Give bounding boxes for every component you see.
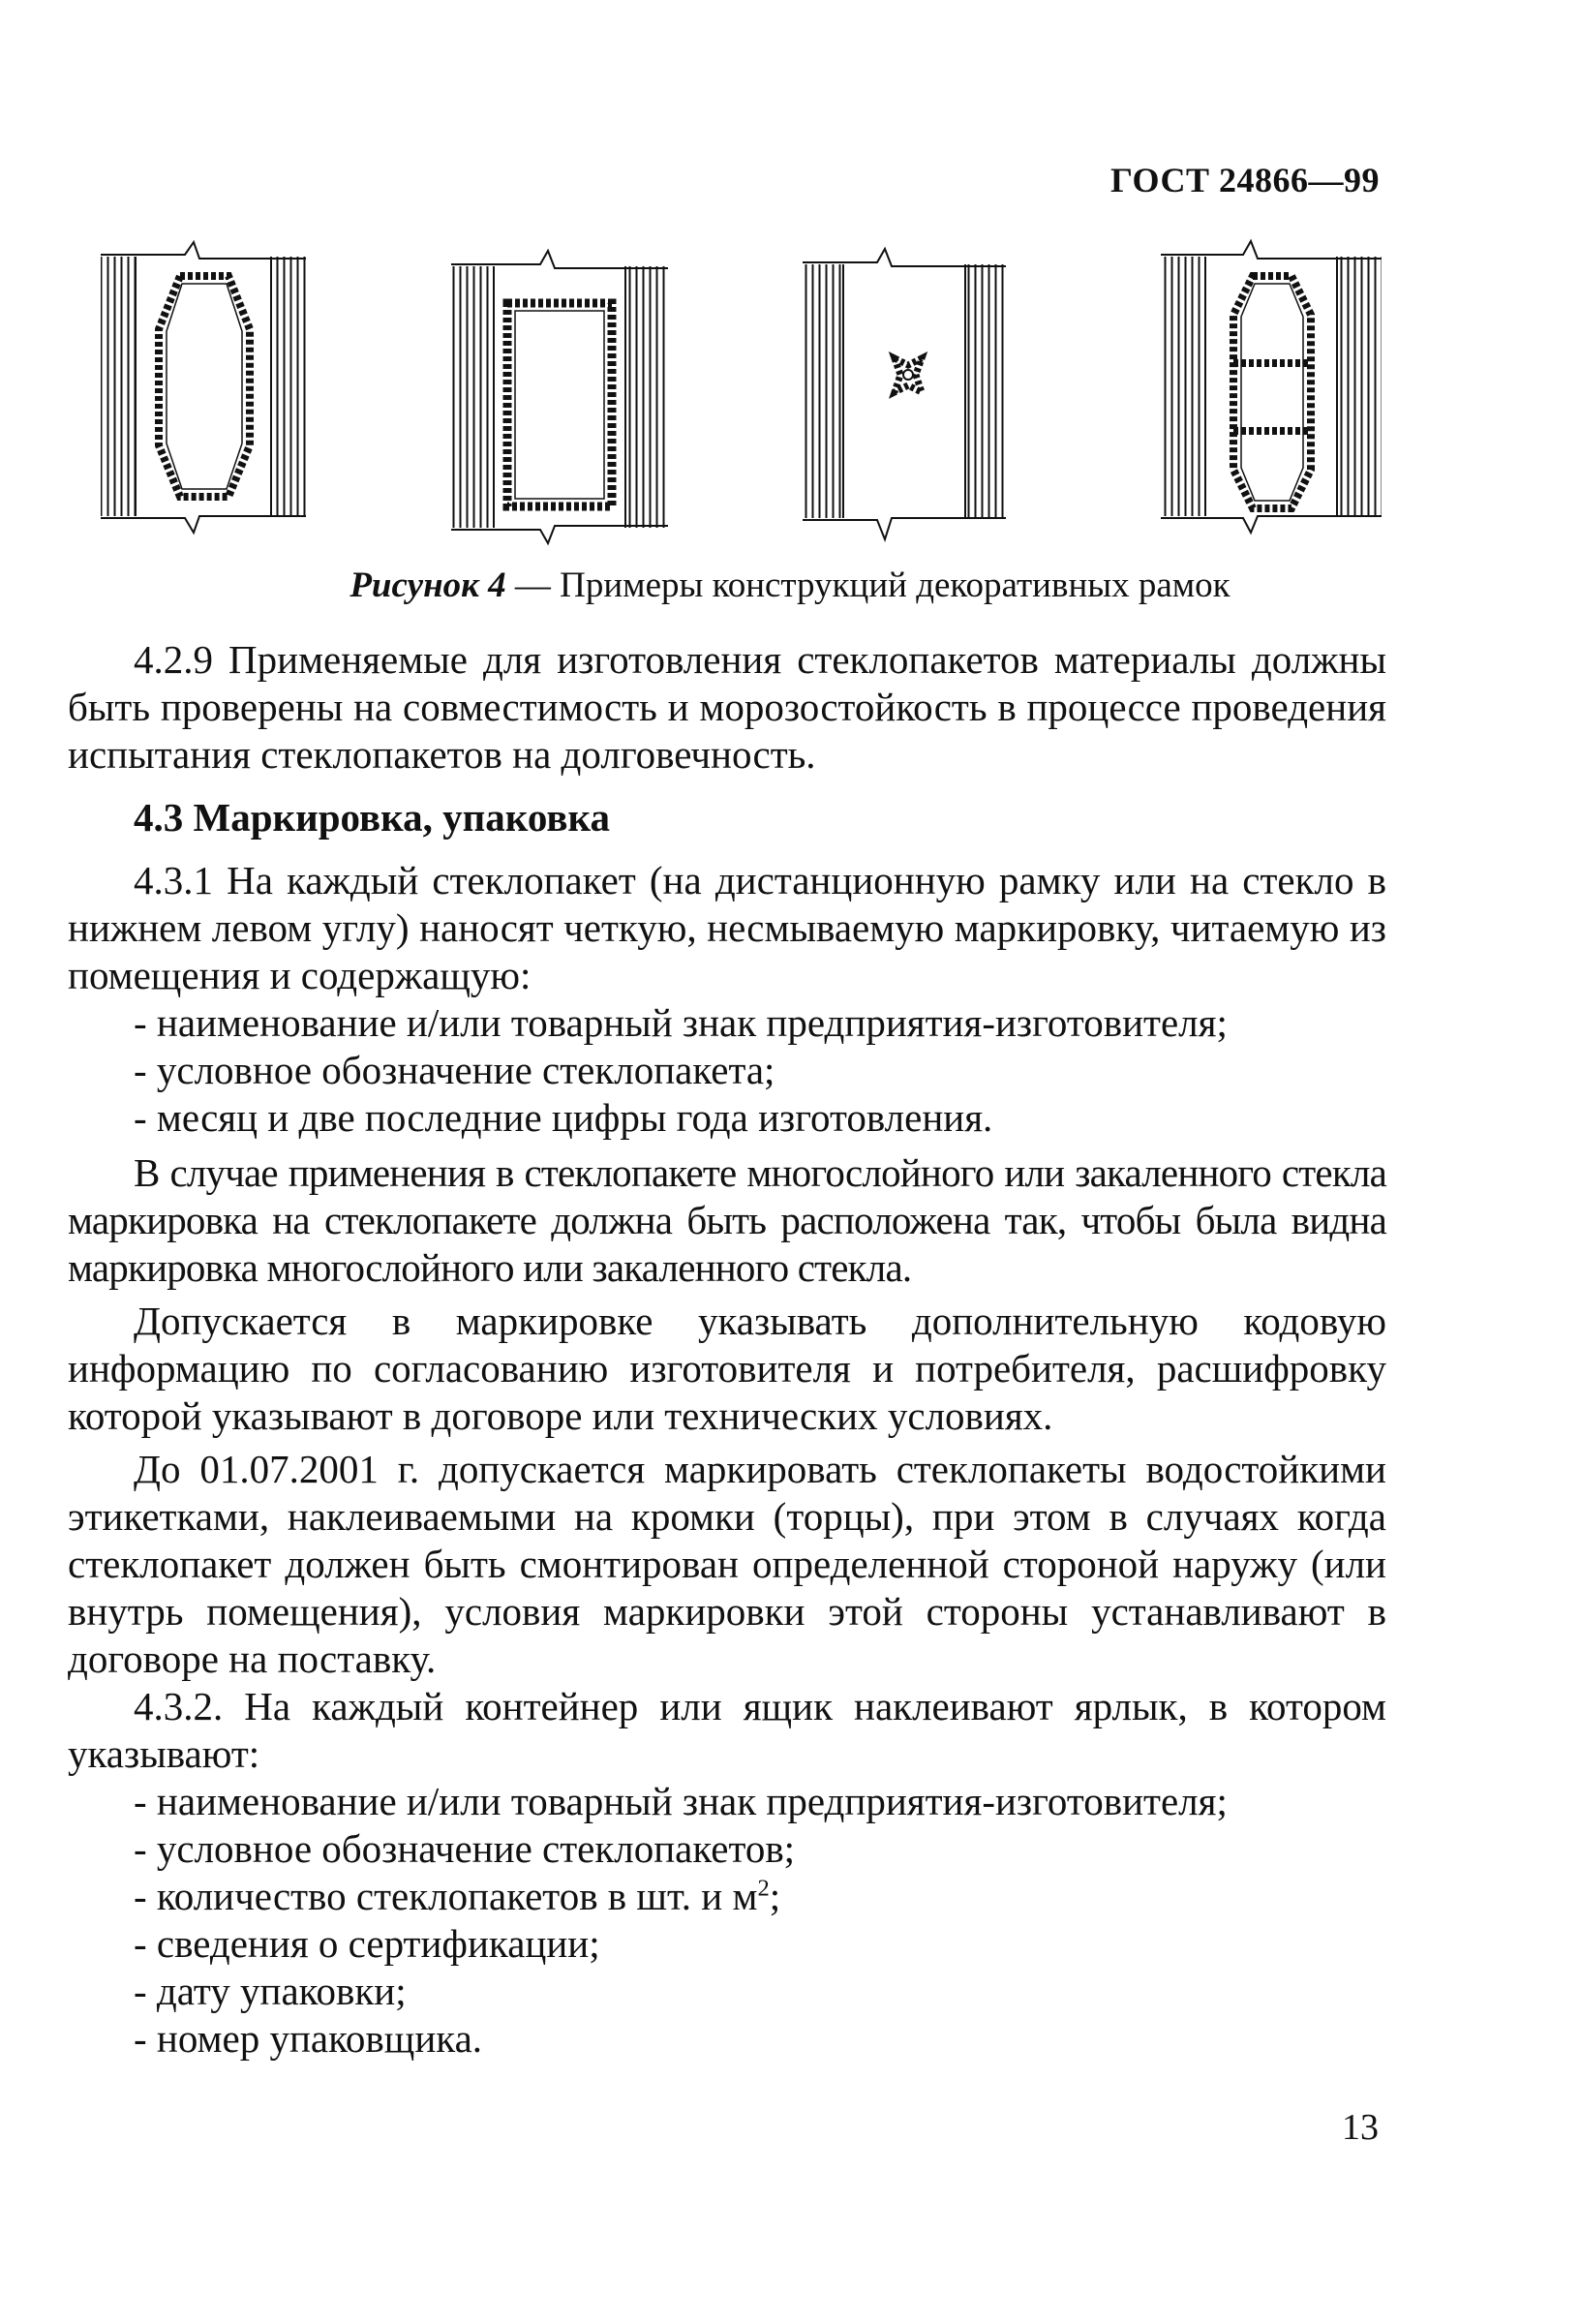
body-text: [68, 636, 1386, 2063]
list-item: - условное обозначение стеклопакетов;: [134, 1826, 796, 1871]
list-item: - месяц и две последние цифры года изготовления.: [134, 1095, 993, 1140]
list-item-quantity: [68, 1873, 1386, 1920]
figure-caption-text: — Примеры конструкций декоративных рамок: [505, 566, 1231, 605]
figure-caption: [0, 565, 1580, 606]
paragraph-additional-code: Допускается в маркировке указывать дополнительную кодовую информацию по согласованию изготовителя и потребителя, расшифровку которой указывают в договоре или технических условиях.: [68, 1299, 1386, 1438]
page-number: 13: [1342, 2107, 1379, 2148]
frame-example-3: [803, 249, 1006, 539]
list-item: - номер упаковщика.: [134, 2016, 483, 2061]
superscript-2: 2: [757, 1875, 770, 1902]
paragraph-until-2001: До 01.07.2001 г. допускается маркировать стеклопакеты водостойкими этикетками, наклеиваемыми на кромки (торцы), при этом в случаях когда стеклопакет должен быть смонтирован определенной стороной наружу (или внутрь помещения), условия маркировки этой стороны устанавливают в договоре на поставку.: [68, 1447, 1386, 1681]
figure-caption-label: Рисунок 4: [349, 566, 506, 605]
paragraph-4-3-2: 4.3.2. На каждый контейнер или ящик наклеивают ярлык, в котором указывают:: [68, 1684, 1386, 1776]
list-item: - сведения о сертификации;: [134, 1921, 600, 1966]
section-heading-4-3: 4.3 Маркировка, упаковка: [134, 795, 610, 840]
paragraph-laminated-glass: В случае применения в стеклопакете многослойного или закаленного стекла маркировка на стеклопакете должна быть расположена так, чтобы была видна маркировка многослойного или закаленного стекла.: [68, 1150, 1386, 1290]
list-item-quantity-text: - количество стеклопакетов в шт. и м: [134, 1874, 758, 1918]
paragraph-4-3-1: 4.3.1 На каждый стеклопакет (на дистанционную рамку или на стекло в нижнем левом углу) наносят четкую, несмываемую маркировку, читаемую из помещения и содержащую:: [68, 858, 1386, 997]
frame-example-2: [451, 251, 668, 543]
figure-decorative-frames: [93, 237, 1402, 547]
list-item: - наименование и/или товарный знак предприятия-изготовителя;: [134, 1000, 1228, 1045]
frame-example-1: [101, 242, 306, 533]
standard-number-header: ГОСТ 24866—99: [1110, 161, 1380, 199]
list-item: - дату упаковки;: [134, 1969, 407, 2013]
list-item: - наименование и/или товарный знак предприятия-изготовителя;: [134, 1779, 1228, 1823]
list-item-quantity-tail: ;: [769, 1874, 781, 1918]
frame-example-4: [1161, 241, 1382, 533]
decorative-frames-drawing: [93, 237, 1402, 547]
list-item: - условное обозначение стеклопакета;: [134, 1048, 775, 1092]
paragraph-4-2-9: 4.2.9 Применяемые для изготовления стеклопакетов материалы должны быть проверены на совместимость и морозостойкость в процессе проведения испытания стеклопакетов на долговечность.: [68, 637, 1386, 777]
